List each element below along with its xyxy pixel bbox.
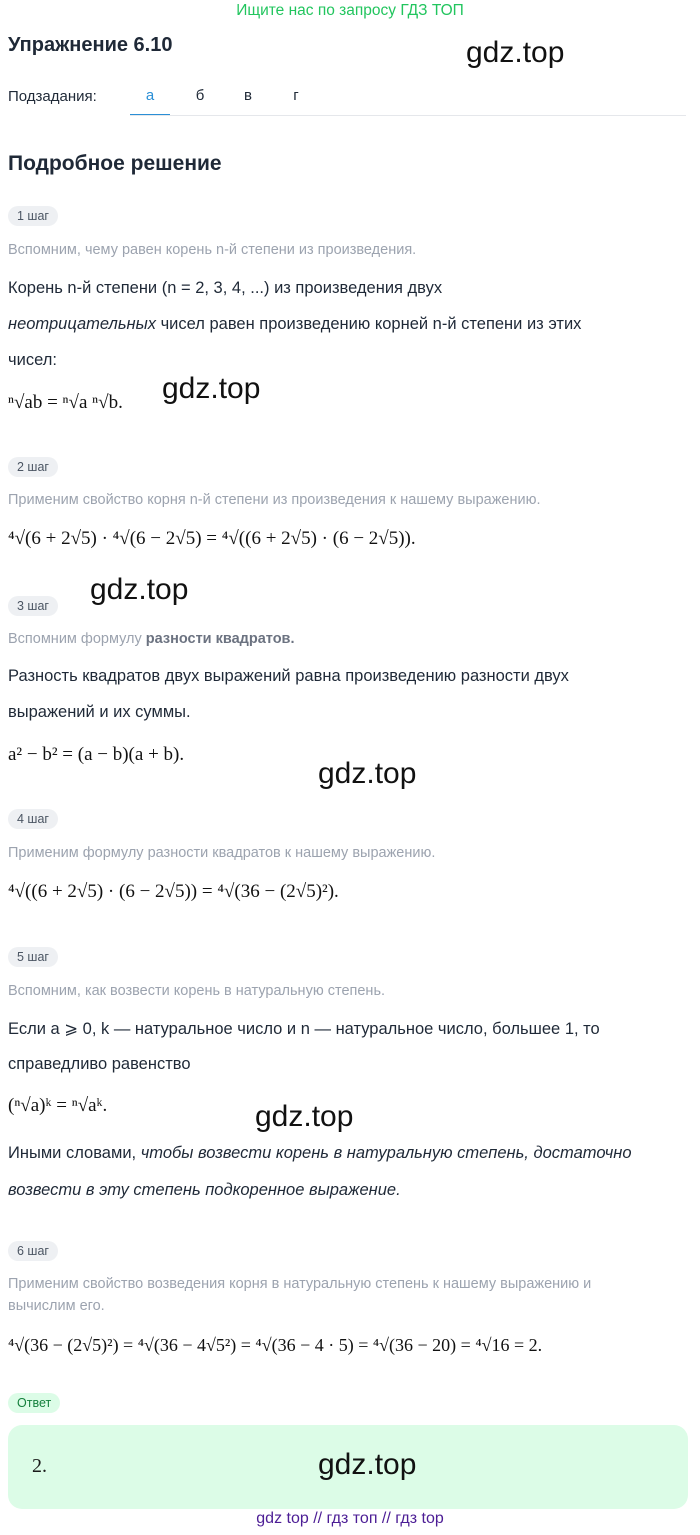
watermark: gdz.top (318, 757, 417, 790)
step-badge: 6 шаг (8, 1241, 58, 1261)
tab-a[interactable]: а (130, 80, 170, 116)
step-text: выражений и их суммы. (8, 703, 191, 721)
step-text: чисел: (8, 351, 57, 369)
step-badge: 5 шаг (8, 947, 58, 967)
tab-b[interactable]: б (195, 87, 205, 104)
formula: ⁴√((6 + 2√5) · (6 − 2√5)) = ⁴√(36 − (2√5)²). (8, 881, 339, 902)
step-hint (8, 631, 295, 647)
step-hint: Применим свойство корня n-й степени из произведения к нашему выражению. (8, 492, 541, 508)
step-hint: Вспомним, чему равен корень n-й степени из произведения. (8, 242, 417, 258)
step-badge: 4 шаг (8, 809, 58, 829)
step-badge: 3 шаг (8, 596, 58, 616)
step-text: Корень n-й степени (n = 2, 3, 4, ...) из произведения двух (8, 279, 443, 297)
formula: a² − b² = (a − b)(a + b). (8, 744, 185, 765)
tab-v[interactable]: в (244, 87, 252, 104)
step-hint-bold: разности квадратов. (145, 631, 295, 647)
formula: ⁴√(36 − (2√5)²) = ⁴√(36 − 4√5²) = ⁴√(36 − 4 · 5) = ⁴√(36 − 20) = ⁴√16 = 2. (8, 1335, 543, 1355)
step-text: чисел равен произведению корней n-й степени из этих (160, 315, 582, 333)
step-text-em: неотрицательных (8, 315, 156, 333)
watermark: gdz.top (255, 1100, 354, 1133)
watermark: gdz.top (162, 372, 261, 405)
step-text (8, 1144, 632, 1163)
formula: ⁿ√ab = ⁿ√a ⁿ√b. (8, 392, 123, 413)
page-title: Упражнение 6.10 (8, 34, 173, 56)
footer-links: gdz top // гдз топ // гдз top (256, 1510, 444, 1527)
watermark: gdz.top (318, 1448, 417, 1481)
step-hint-text: Вспомним формулу (8, 631, 142, 647)
formula: ⁴√(6 + 2√5) · ⁴√(6 − 2√5) = ⁴√((6 + 2√5) · (6 − 2√5)). (8, 528, 416, 549)
formula: (ⁿ√a)ᵏ = ⁿ√aᵏ. (8, 1095, 108, 1116)
search-banner: Ищите нас по запросу ГДЗ ТОП (236, 2, 464, 19)
step-badge: 1 шаг (8, 206, 58, 226)
answer-value: 2. (32, 1455, 47, 1477)
step-text (8, 315, 581, 334)
step-hint: Применим свойство возведения корня в натуральную степень к нашему выражению и (8, 1276, 592, 1292)
tab-g[interactable]: г (293, 87, 299, 104)
step-text: Если a ⩾ 0, k — натуральное число и n — натуральное число, большее 1, то (8, 1020, 600, 1038)
step-badge: 2 шаг (8, 457, 58, 477)
section-title: Подробное решение (8, 152, 222, 175)
tabs-divider (130, 115, 686, 116)
step-text: Иными словами, (8, 1144, 137, 1162)
answer-badge: Ответ (8, 1393, 60, 1413)
step-text: Разность квадратов двух выражений равна произведению разности двух (8, 667, 569, 685)
watermark: gdz.top (466, 36, 565, 69)
step-text-em: возвести в эту степень подкоренное выражение. (8, 1181, 401, 1199)
step-text: справедливо равенство (8, 1055, 191, 1073)
step-text-em: чтобы возвести корень в натуральную степень, достаточно (140, 1144, 632, 1162)
step-hint: вычислим его. (8, 1298, 105, 1314)
step-text (8, 1181, 401, 1200)
step-hint: Вспомним, как возвести корень в натуральную степень. (8, 983, 386, 999)
step-hint: Применим формулу разности квадратов к нашему выражению. (8, 845, 436, 861)
watermark: gdz.top (90, 573, 189, 606)
subtasks-label: Подзадания: (8, 88, 97, 105)
